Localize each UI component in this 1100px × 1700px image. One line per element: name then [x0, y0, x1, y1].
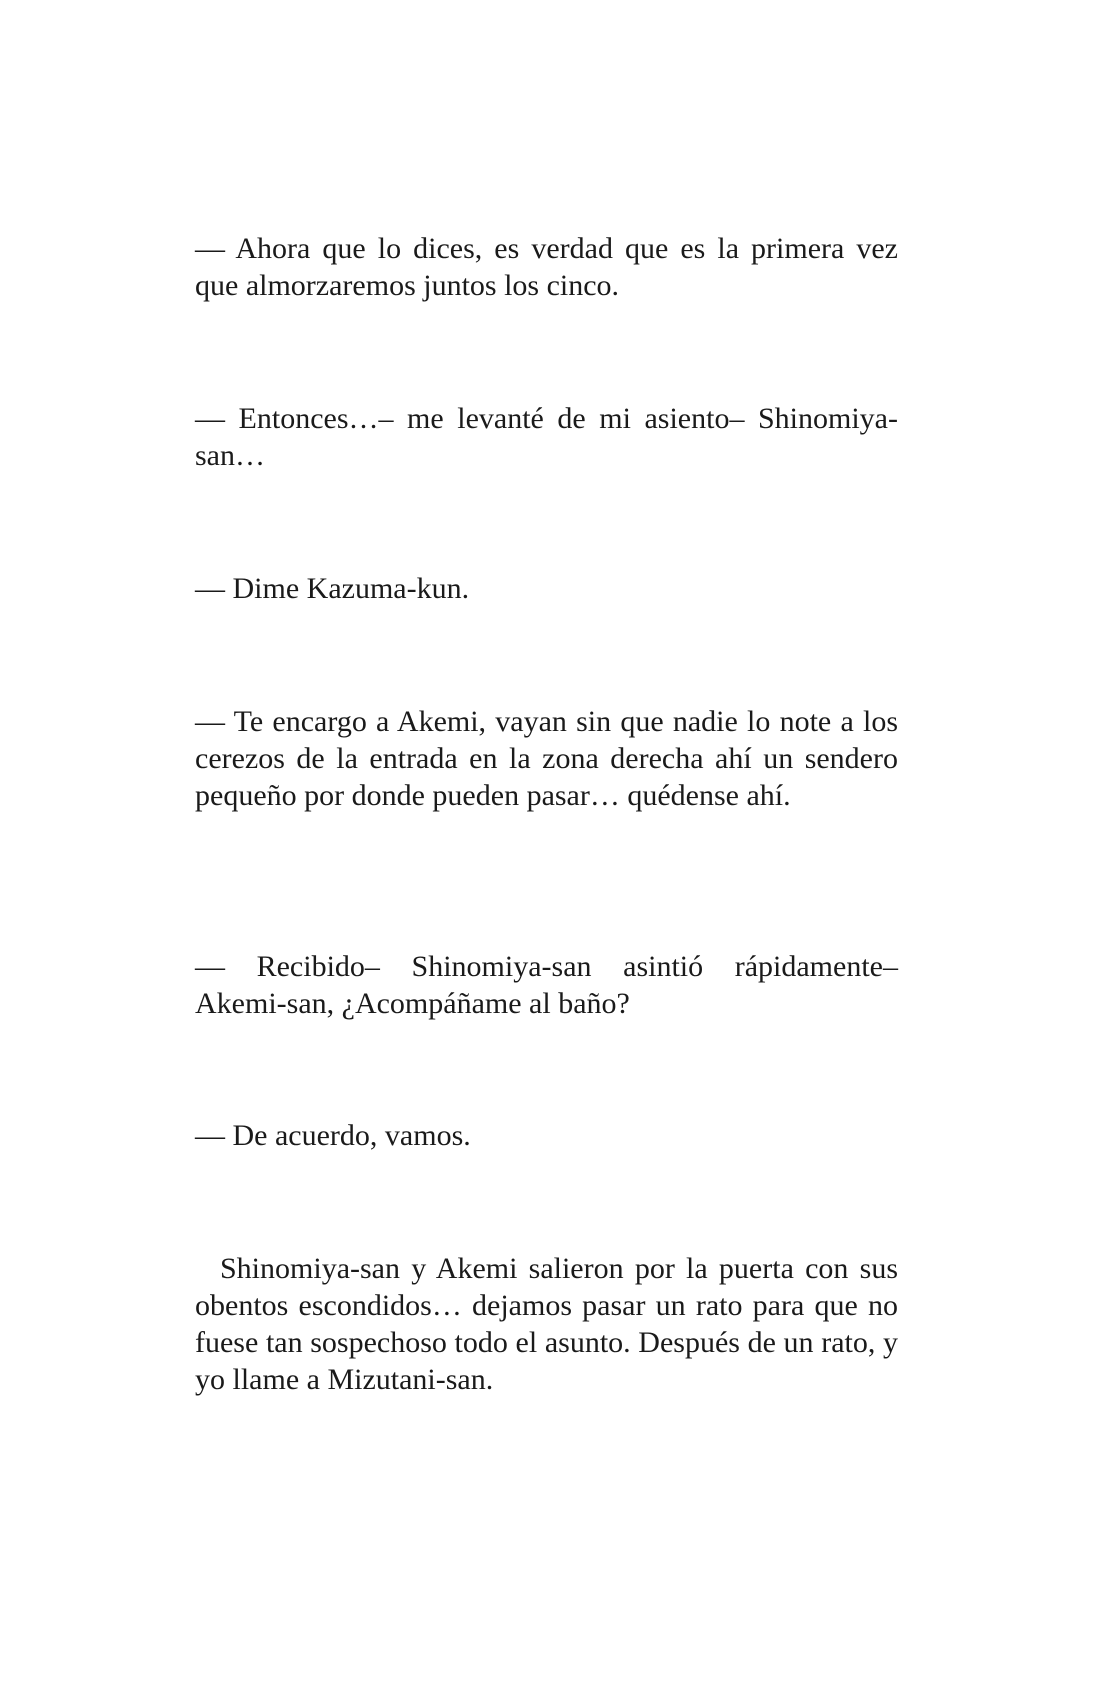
dialogue-paragraph: — Dime Kazuma-kun. — [195, 572, 470, 605]
dialogue-paragraph: — De acuerdo, vamos. — [195, 1119, 471, 1152]
dialogue-paragraph: — Ahora que lo dices, es verdad que es la primera vez que almorzaremos juntos los cinco. — [195, 232, 898, 302]
dialogue-paragraph: — Recibido– Shinomiya-san asintió rápidamente– Akemi-san, ¿Acompáñame al baño? — [195, 950, 898, 1020]
dialogue-paragraph: — Te encargo a Akemi, vayan sin que nadie lo note a los cerezos de la entrada en la zona derecha ahí un sendero pequeño por donde pueden pasar… quédense ahí. — [195, 705, 898, 812]
narration-paragraph: Shinomiya-san y Akemi salieron por la puerta con sus obentos escondidos… dejamos pasar un rato para que no fuese tan sospechoso todo el asunto. Después de un rato, y yo llame a Mizutani-san. — [195, 1252, 898, 1396]
dialogue-paragraph: — Entonces…– me levanté de mi asiento– Shinomiya-san… — [195, 402, 898, 472]
